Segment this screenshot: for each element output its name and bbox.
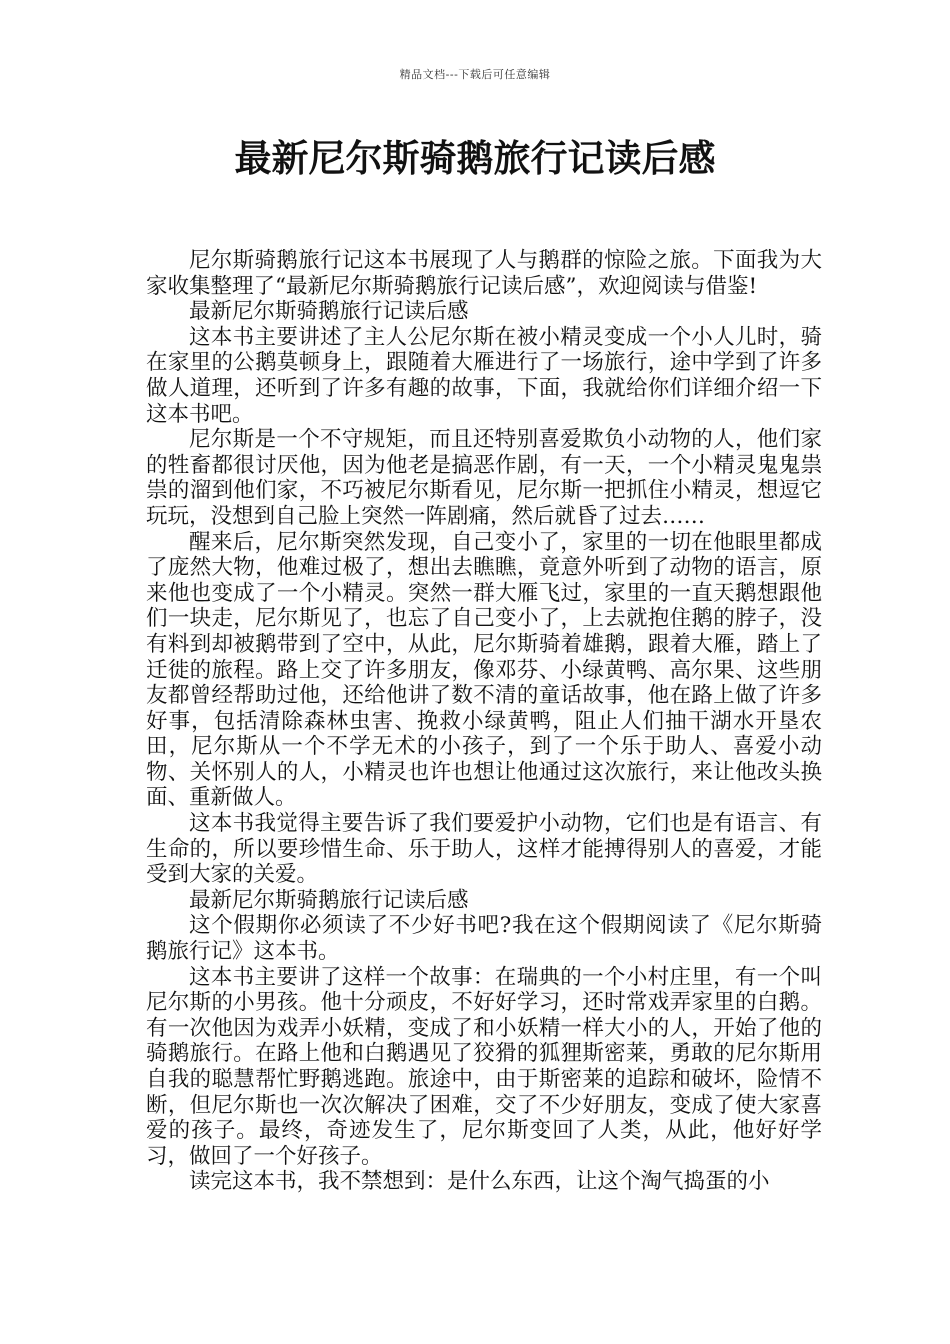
body-paragraph: 这个假期你必须读了不少好书吧?我在这个假期阅读了《尼尔斯骑鹅旅行记》这本书。 [146,913,822,965]
body-paragraph: 读完这本书，我不禁想到：是什么东西，让这个淘气捣蛋的小 [189,1169,770,1195]
body-paragraph: 这本书主要讲述了主人公尼尔斯在被小精灵变成一个小人儿时，骑在家里的公鹅莫顿身上，跟随着大雁进行了一场旅行，途中学到了许多做人道理，还听到了许多有趣的故事，下面，我就给你们详细介绍一下这本书吧。 [146,324,822,427]
body-paragraph: 这本书主要讲了这样一个故事：在瑞典的一个小村庄里，有一个叫尼尔斯的小男孩。他十分顽皮，不好好学习，还时常戏弄家里的白鹅。有一次他因为戏弄小妖精，变成了和小妖精一样大小的人，开始了他的骑鹅旅行。在路上他和白鹅遇见了狡猾的狐狸斯密莱，勇敢的尼尔斯用自我的聪慧帮忙野鹅逃跑。旅途中，由于斯密莱的追踪和破坏，险情不断，但尼尔斯也一次次解决了困难，交了不少好朋友，变成了使大家喜爱的孩子。最终，奇迹发生了，尼尔斯变回了人类，从此，他好好学习，做回了一个好孩子。 [146,964,822,1169]
document-title: 最新尼尔斯骑鹅旅行记读后感 [234,137,716,180]
header-note: 精品文档---下载后可任意编辑 [399,68,551,81]
body-paragraph: 尼尔斯是一个不守规矩，而且还特别喜爱欺负小动物的人，他们家的牲畜都很讨厌他，因为他老是搞恶作剧，有一天，一个小精灵鬼鬼祟祟的溜到他们家，不巧被尼尔斯看见，尼尔斯一把抓住小精灵，想逗它玩玩，没想到自己脸上突然一阵剧痛，然后就昏了过去…… [146,427,822,529]
section-heading: 最新尼尔斯骑鹅旅行记读后感 [189,887,469,913]
body-paragraph: 这本书我觉得主要告诉了我们要爱护小动物，它们也是有语言、有生命的，所以要珍惜生命、乐于助人，这样才能搏得别人的喜爱，才能受到大家的关爱。 [146,811,822,888]
body-paragraph: 醒来后，尼尔斯突然发现，自己变小了，家里的一切在他眼里都成了庞然大物，他难过极了，想出去瞧瞧，竟意外听到了动物的语言，原来他也变成了一个小精灵。突然一群大雁飞过，家里的一直天鹅想跟他们一块走，尼尔斯见了，也忘了自己变小了，上去就抱住鹅的脖子，没有料到却被鹅带到了空中，从此，尼尔斯骑着雄鹅，跟着大雁，踏上了迁徙的旅程。路上交了许多朋友，像邓芬、小绿黄鸭、高尔果、这些朋友都曾经帮助过他，还给他讲了数不清的童话故事，他在路上做了许多好事，包括清除森林虫害、挽救小绿黄鸭，阻止人们抽干湖水开垦农田，尼尔斯从一个不学无术的小孩子，到了一个乐于助人、喜爱小动物、关怀别人的人，小精灵也许也想让他通过这次旅行，来让他改头换面、重新做人。 [146,529,822,811]
section-heading: 最新尼尔斯骑鹅旅行记读后感 [189,299,469,325]
document-body [146,248,822,1195]
intro-paragraph: 尼尔斯骑鹅旅行记这本书展现了人与鹅群的惊险之旅。下面我为大家收集整理了“最新尼尔斯骑鹅旅行记读后感”，欢迎阅读与借鉴! [146,248,822,299]
